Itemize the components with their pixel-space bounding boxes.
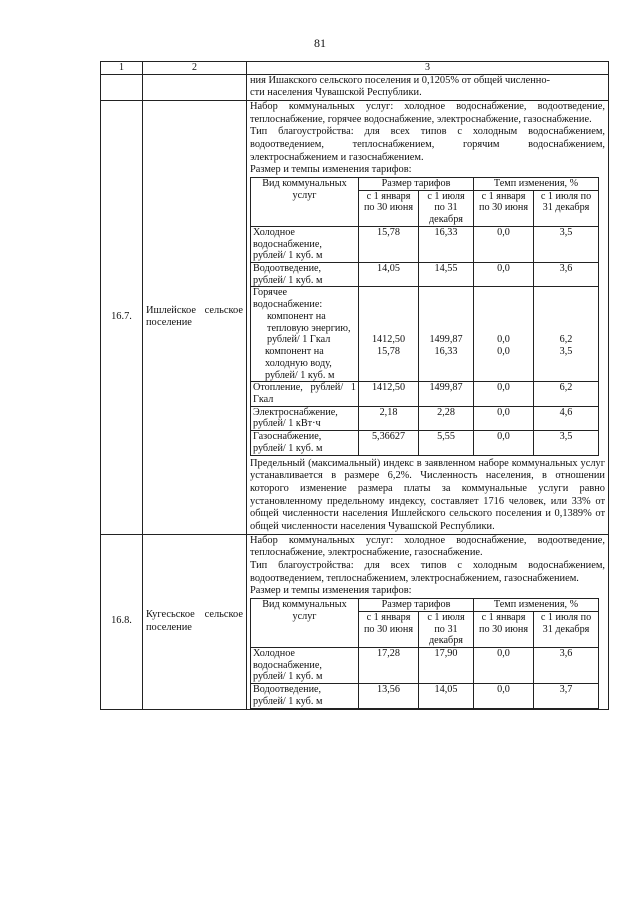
tariff-value: 5,36627 [359,431,419,455]
tariff-value: 17,90 [419,647,474,683]
change-value: 0,0 [474,431,534,455]
entry-number: 16.7. [101,100,143,534]
col-period-2: с 1 июля по 31 декабря [419,611,474,647]
change-value: 3,5 [534,431,599,455]
tariff-row-hot-water [251,287,599,346]
tariff-value: 15,78 [359,226,419,262]
col-period-2: с 1 июля по 31 декабря [534,190,599,226]
entry-content [247,100,609,534]
tariff-value: 2,28 [419,406,474,430]
change-value: 3,7 [534,684,599,708]
col-period-1: с 1 января по 30 июня [474,611,534,647]
change-value: 3,6 [534,263,599,287]
tariff-value: 1412,50 [359,382,419,406]
tariff-value: 14,05 [359,263,419,287]
tariff-row [251,406,599,430]
entry-number: 16.8. [101,534,143,709]
change-value: 0,0 [474,226,534,262]
change-value: 0,0 [474,263,534,287]
tariff-intro: Размер и темпы изменения тарифов: [250,164,412,176]
header-col-3: 3 [247,62,609,75]
change-value: 0,0 [474,647,534,683]
service-name: Водоотведение, рублей/ 1 куб. м [251,684,359,708]
change-value: 0,0 [474,684,534,708]
change-value: 3,6 [534,647,599,683]
conclusion-text: Предельный (максимальный) индекс в заявленном наборе коммунальных услуг устанавливается в размере 6,2%. Численность населения, в отношении которого изменение размера платы за коммунальные услуги равно установленному предельному индексу, составляет 1716 человек, или 33% от общей численности населения Ишлейского сельского поселения и 0,1389% от общей численности населения Чувашской Республики. [250,457,605,532]
tariff-row [251,431,599,455]
col-razmer: Размер тарифов [359,178,474,191]
change-value: 4,6 [534,406,599,430]
tariff-value: 1499,87 [419,382,474,406]
tariff-header-row [251,599,599,612]
change-value: 0,0 [474,287,534,346]
settlement-name: Ишлейское сельское поселение [143,100,247,534]
col-period-2: с 1 июля по 31 декабря [419,190,474,226]
tariff-value: 14,55 [419,263,474,287]
service-name: Электроснабжение, рублей/ 1 кВт·ч [251,406,359,430]
page-number: 81 [314,36,326,50]
service-component: компонент на холодную воду, рублей/ 1 куб. м [251,346,359,382]
service-name: Холодное водоснабжение, рублей/ 1 куб. м [251,226,359,262]
col-period-1: с 1 января по 30 июня [359,611,419,647]
tariff-value: 15,78 [359,346,419,382]
services-set: Набор коммунальных услуг: холодное водоснабжение, водоотведение, теплоснабжение, горячее водоснабжение, электроснабжение, газоснабжение. [250,100,605,125]
col-vid: Вид коммунальных услуг [251,178,359,227]
tariff-table [250,598,599,708]
tariff-intro: Размер и темпы изменения тарифов: [250,585,412,597]
entry-row-16-7 [101,100,609,534]
entry-row-16-8 [101,534,609,709]
tariff-row [251,226,599,262]
tariff-value: 13,56 [359,684,419,708]
continuation-line-2: сти населения Чувашской Республики. [250,87,422,99]
service-name: Горячее водоснабжение: [253,287,323,311]
tariff-value: 5,55 [419,431,474,455]
amenity-type: Тип благоустройства: для всех типов с холодным водоснабжением, водоотведением, теплоснабжением, горячим водоснабжением, электроснабжением и газоснабжением. [250,126,605,163]
services-set: Набор коммунальных услуг: холодное водоснабжение, водоотведение, теплоснабжение, электроснабжение, газоснабжение. [250,534,605,559]
col-razmer: Размер тарифов [359,599,474,612]
change-value: 0,0 [474,346,534,382]
tariff-row [251,684,599,708]
change-value: 6,2 [534,382,599,406]
service-name: Отопление, рублей/ 1 Гкал [251,382,359,406]
tariff-value: 14,05 [419,684,474,708]
tariff-row [251,647,599,683]
service-name: Холодное водоснабжение, рублей/ 1 куб. м [251,647,359,683]
header-col-2: 2 [143,62,247,75]
tariff-header-row [251,178,599,191]
change-value: 0,0 [474,382,534,406]
col-period-1: с 1 января по 30 июня [474,190,534,226]
entry-content [247,534,609,709]
tariff-row-hot-water-cold-component [251,346,599,382]
service-name: Газоснабжение, рублей/ 1 куб. м [251,431,359,455]
change-value: 0,0 [474,406,534,430]
change-value: 6,2 [534,287,599,346]
continuation-row [101,74,609,100]
header-col-1: 1 [101,62,143,75]
col-vid: Вид коммунальных услуг [251,599,359,648]
regulation-table [100,61,609,710]
change-value: 3,5 [534,226,599,262]
continuation-text [247,74,609,100]
tariff-value: 2,18 [359,406,419,430]
service-name: Водоотведение, рублей/ 1 куб. м [251,263,359,287]
col-period-2: с 1 июля по 31 декабря [534,611,599,647]
settlement-name: Кугесьское сельское поселение [143,534,247,709]
tariff-value: 16,33 [419,346,474,382]
tariff-value: 1412,50 [359,287,419,346]
tariff-value: 17,28 [359,647,419,683]
header-row [101,62,609,75]
tariff-row [251,382,599,406]
tariff-value: 1499,87 [419,287,474,346]
amenity-type: Тип благоустройства: для всех типов с холодным водоснабжением, водоотведением, теплоснабжением, электроснабжением, газоснабжением. [250,560,605,584]
tariff-table [250,177,599,456]
continuation-line-1: ния Ишакского сельского поселения и 0,1205% от общей численно- [250,74,550,86]
service-component: компонент на тепловую энергию, рублей/ 1 Гкал [267,310,351,346]
col-temp: Темп изменения, % [474,599,599,612]
change-value: 3,5 [534,346,599,382]
col-temp: Темп изменения, % [474,178,599,191]
tariff-row [251,263,599,287]
tariff-value: 16,33 [419,226,474,262]
col-period-1: с 1 января по 30 июня [359,190,419,226]
